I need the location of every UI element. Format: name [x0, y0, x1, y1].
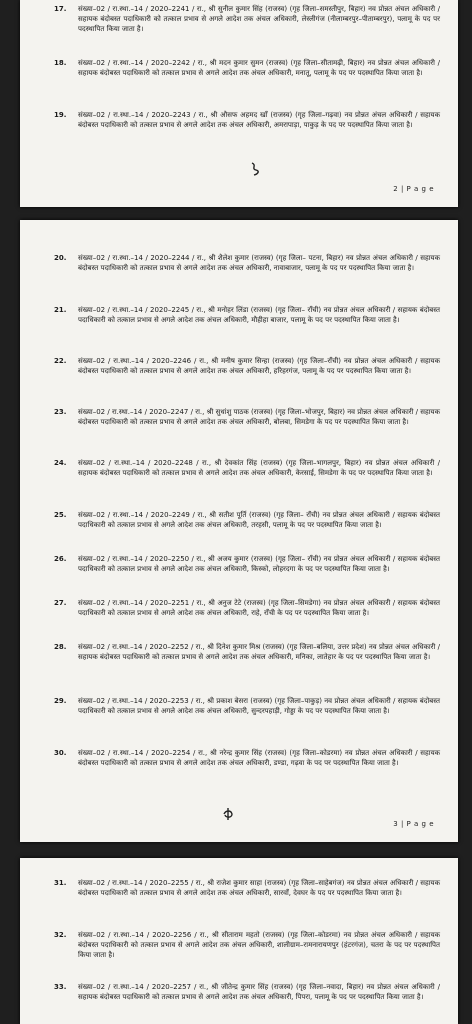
order-item: [20, 982, 458, 1024]
item-number: 22.: [54, 357, 67, 365]
item-text: संख्या–02 / रा.स्था.–14 / 2020–2247 / रा., श्री सुधांशु पाठक (राजस्व) (गृह जिला–भोजपुर, बिहार) नव प्रोन्नत अंचल अधिकारी / सहायक बंदोबस्त पदाधिकारी को तत्काल प्रभाव से अगले आदेश तक अंचल अधिकारी, बोलबा, सिमडेगा के पद पर पदस्थापित किया जाता है।: [78, 408, 440, 427]
item-number: 33.: [54, 983, 67, 991]
item-text: संख्या–02 / रा.स्था.–14 / 2020–2254 / रा., श्री नरेन्द्र कुमार सिंह (राजस्व) (गृह जिला–कोडरमा) नव प्रोन्नत अंचल अधिकारी / सहायक बंदोबस्त पदाधिकारी को तत्काल प्रभाव से अगले आदेश तक अंचल अधिकारी, डण्डा, गढ़वा के पद पर पदस्थापित किया जाता है।: [78, 749, 440, 768]
item-number: 29.: [54, 697, 67, 705]
order-item: [20, 253, 458, 305]
order-item: [20, 696, 458, 748]
order-item: [20, 458, 458, 510]
item-number: 26.: [54, 555, 67, 563]
item-text: संख्या–02 / रा.स्था.–14 / 2020–2243 / रा., श्री औसफ अहमद खाँ (राजस्व) (गृह जिला–गढ़वा) नव प्रोन्नत अंचल अधिकारी / सहायक बंदोबस्त पदाधिकारी को तत्काल प्रभाव से अगले आदेश तक अंचल अधिकारी, अमरापाड़ा, पाकुड़ के पद पर पदस्थापित किया जाता है।: [78, 111, 440, 130]
page-number: 3 | P a g e: [393, 820, 434, 828]
order-item: [20, 554, 458, 598]
item-number: 25.: [54, 511, 67, 519]
item-text: संख्या–02 / रा.स्था.–14 / 2020–2242 / रा., श्री मदन कुमार सुमन (राजस्व) (गृह जिला–सीतामढ़ी, बिहार) नव प्रोन्नत अंचल अधिकारी / सहायक बंदोबस्त पदाधिकारी को तत्काल प्रभाव से अगले आदेश तक अंचल अधिकारी, मनातू, पलामू के पद पर पदस्थापित किया जाता है।: [78, 59, 440, 78]
item-text: संख्या–02 / रा.स्था.–14 / 2020–2256 / रा., श्री सीताराम महतो (राजस्व) (गृह जिला–कोडरमा) नव प्रोन्नत अंचल अधिकारी / सहायक बंदोबस्त पदाधिकारी को तत्काल प्रभाव से अगले आदेश तक अंचल अधिकारी, शालीग्राम–रामनारायणपुर (हंटरगंज), चतरा के पद पर पदस्थापित किया जाता है।: [78, 931, 440, 960]
initials-mark-icon: [220, 806, 236, 822]
page-number: 2 | P a g e: [393, 185, 434, 193]
order-item: [20, 930, 458, 982]
document-page-3: [20, 220, 458, 842]
item-number: 31.: [54, 879, 67, 887]
item-number: 17.: [54, 5, 67, 13]
item-text: संख्या–02 / रा.स्था.–14 / 2020–2255 / रा., श्री राजेश कुमार साहा (राजस्व) (गृह जिला–साहेबगंज) नव प्रोन्नत अंचल अधिकारी / सहायक बंदोबस्त पदाधिकारी को तत्काल प्रभाव से अगले आदेश तक अंचल अधिकारी, सारवाँ, देवघर के पद पर पदस्थापित किया जाता है।: [78, 879, 440, 898]
item-number: 20.: [54, 254, 67, 262]
order-item: [20, 305, 458, 356]
order-item: [20, 4, 458, 58]
item-number: 32.: [54, 931, 67, 939]
item-text: संख्या–02 / रा.स्था.–14 / 2020–2241 / रा., श्री सुनील कुमार सिंह (राजस्व) (गृह जिला–समस्तीपुर, बिहार) नव प्रोन्नत अंचल अधिकारी / सहायक बंदोबस्त पदाधिकारी को तत्काल प्रभाव से अगले आदेश तक अंचल अधिकारी, लेस्लीगंज (नीलाम्बरपुर–पीताम्बरपुर), पलामू के पद पर पदस्थापित किया जाता है।: [78, 5, 440, 34]
item-number: 30.: [54, 749, 67, 757]
order-item: [20, 878, 458, 930]
order-item: [20, 642, 458, 696]
item-number: 24.: [54, 459, 67, 467]
item-number: 28.: [54, 643, 67, 651]
item-text: संख्या–02 / रा.स्था.–14 / 2020–2251 / रा., श्री अनुज टेटे (राजस्व) (गृह जिला–सिमडेगा) नव प्रोन्नत अंचल अधिकारी / सहायक बंदोबस्त पदाधिकारी को तत्काल प्रभाव से अगले आदेश तक अंचल अधिकारी, राहे, राँची के पद पर पदस्थापित किया जाता है।: [78, 599, 440, 618]
item-text: संख्या–02 / रा.स्था.–14 / 2020–2245 / रा., श्री मनोहर लिंडा (राजस्व) (गृह जिला– राँची) नव प्रोन्नत अंचल अधिकारी / सहायक बंदोबस्त पदाधिकारी को तत्काल प्रभाव से अगले आदेश तक अंचल अधिकारी, मौहीहा बाजार, पलामू के पद पर पदस्थापित किया जाता है।: [78, 306, 440, 325]
order-item: [20, 598, 458, 642]
order-item: [20, 407, 458, 458]
document-page-2: [20, 0, 458, 207]
item-text: संख्या–02 / रा.स्था.–14 / 2020–2257 / रा., श्री जीतेन्द्र कुमार सिंह (राजस्व) (गृह जिला–नवादा, बिहार) नव प्रोन्नत अंचल अधिकारी / सहायक बंदोबस्त पदाधिकारी को तत्काल प्रभाव से अगले आदेश तक अंचल अधिकारी, पिपरा, पलामू के पद पर पदस्थापित किया जाता है।: [78, 983, 440, 1002]
item-text: संख्या–02 / रा.स्था.–14 / 2020–2248 / रा., श्री देवकांत सिंह (राजस्व) (गृह जिला–भागलपुर, बिहार) नव प्रोन्नत अंचल अधिकारी / सहायक बंदोबस्त पदाधिकारी को तत्काल प्रभाव से अगले आदेश तक अंचल अधिकारी, केरसाई, सिमडेगा के पद पर पदस्थापित किया जाता है।: [78, 459, 440, 478]
order-item: [20, 110, 458, 154]
item-text: संख्या–02 / रा.स्था.–14 / 2020–2244 / रा., श्री शैलेश कुमार (राजस्व) (गृह जिला– पटना, बिहार) नव प्रोन्नत अंचल अधिकारी / सहायक बंदोबस्त पदाधिकारी को तत्काल प्रभाव से अगले आदेश तक अंचल अधिकारी, नावाबाजार, पलामू के पद पर पदस्थापित किया जाता है।: [78, 254, 440, 273]
item-text: संख्या–02 / रा.स्था.–14 / 2020–2250 / रा., श्री अजय कुमार (राजस्व) (गृह जिला– राँची) नव प्रोन्नत अंचल अधिकारी / सहायक बंदोबस्त पदाधिकारी को तत्काल प्रभाव से अगले आदेश तक अंचल अधिकारी, किस्को, लोहरदगा के पद पर पदस्थापित किया जाता है।: [78, 555, 440, 574]
initials-mark-icon: [248, 160, 264, 176]
item-text: संख्या–02 / रा.स्था.–14 / 2020–2252 / रा., श्री दिनेश कुमार मिश्र (राजस्व) (गृह जिला–बलिया, उत्तर प्रदेश) नव प्रोन्नत अंचल अधिकारी / सहायक बंदोबस्त पदाधिकारी को तत्काल प्रभाव से अगले आदेश तक अंचल अधिकारी, मनिका, लातेहार के पद पर पदस्थापित किया जाता है।: [78, 643, 440, 662]
order-item: [20, 356, 458, 407]
item-number: 23.: [54, 408, 67, 416]
item-number: 27.: [54, 599, 67, 607]
order-item: [20, 58, 458, 110]
item-number: 21.: [54, 306, 67, 314]
item-text: संख्या–02 / रा.स्था.–14 / 2020–2249 / रा., श्री सतीश पूर्ति (राजस्व) (गृह जिला– राँची) नव प्रोन्नत अंचल अधिकारी / सहायक बंदोबस्त पदाधिकारी को तत्काल प्रभाव से अगले आदेश तक अंचल अधिकारी, तरहसी, पलामू के पद पर पदस्थापित किया जाता है।: [78, 511, 440, 530]
item-number: 19.: [54, 111, 67, 119]
item-text: संख्या–02 / रा.स्था.–14 / 2020–2253 / रा., श्री प्रकाश बेसरा (राजस्व) (गृह जिला–पाकुड़) नव प्रोन्नत अंचल अधिकारी / सहायक बंदोबस्त पदाधिकारी को तत्काल प्रभाव से अगले आदेश तक अंचल अधिकारी, सुन्दरपहाड़ी, गोड्डा के पद पर पदस्थापित किया जाता है।: [78, 697, 440, 716]
document-page-4: [20, 858, 458, 1024]
order-item: [20, 748, 458, 792]
order-item: [20, 510, 458, 554]
item-number: 18.: [54, 59, 67, 67]
item-text: संख्या–02 / रा.स्था.–14 / 2020–2246 / रा., श्री मनीष कुमार सिन्हा (राजस्व) (गृह जिला–राँची) नव प्रोन्नत अंचल अधिकारी / सहायक बंदोबस्त पदाधिकारी को तत्काल प्रभाव से अगले आदेश तक अंचल अधिकारी, हरिहरगंज, पलामू के पद पर पदस्थापित किया जाता है।: [78, 357, 440, 376]
